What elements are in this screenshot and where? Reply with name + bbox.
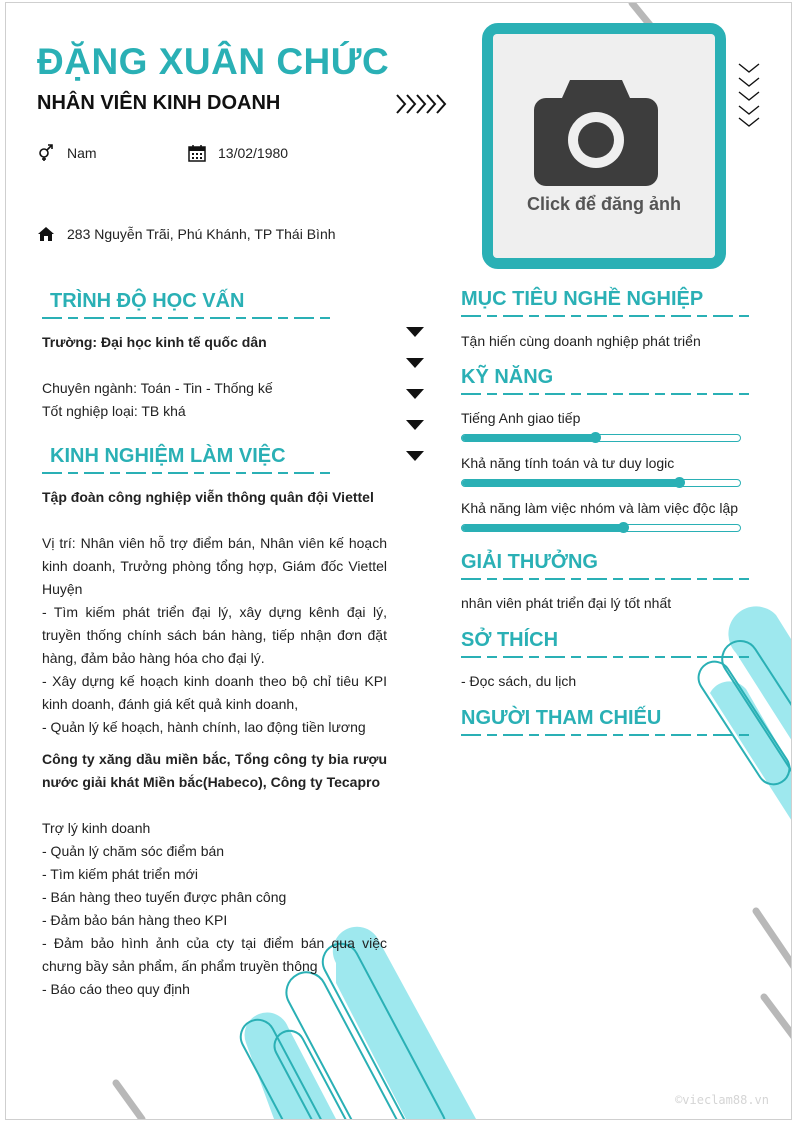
candidate-name: ĐẶNG XUÂN CHỨC — [37, 41, 390, 82]
watermark: ©vieclam88.vn — [675, 1093, 769, 1107]
gender-field — [37, 144, 97, 162]
hobbies-title: SỞ THÍCH — [461, 629, 559, 651]
job-line: - Tìm kiếm phát triển mới — [42, 866, 198, 882]
address-value: 283 Nguyễn Trãi, Phú Khánh, TP Thái Bình — [67, 226, 336, 242]
experience-divider — [42, 471, 334, 474]
references-title: NGƯỜI THAM CHIẾU — [461, 707, 662, 729]
birthday-value: 13/02/1980 — [218, 145, 289, 161]
job-line: Trợ lý kinh doanh — [42, 820, 151, 836]
skill-fill — [462, 435, 595, 441]
objective-text: Tận hiến cùng doanh nghiệp phát triển — [461, 333, 701, 349]
cv-page — [5, 2, 792, 1120]
awards-divider — [461, 577, 751, 580]
awards-text: nhân viên phát triển đại lý tốt nhất — [461, 595, 672, 611]
education-title: TRÌNH ĐỘ HỌC VẤN — [50, 290, 245, 312]
job-line: - Đảm bảo bán hàng theo KPI — [42, 912, 228, 928]
skill-label: Khả năng làm việc nhóm và làm việc độc lập — [461, 500, 739, 516]
teal-pills-right — [692, 606, 791, 843]
skill-label: Tiếng Anh giao tiếp — [461, 410, 581, 426]
education-grade: Tốt nghiệp loại: TB khá — [42, 403, 186, 419]
education-school: Trường: Đại học kinh tế quốc dân — [42, 334, 267, 350]
skill-handle — [674, 477, 685, 488]
job-line: - Đảm bảo hình ảnh của cty tại điểm bán qua việc chưng bầy sản phẩm, ấn phẩm truyền thông — [42, 935, 387, 974]
education-major: Chuyên ngành: Toán - Tin - Thống kế — [42, 380, 273, 396]
chevrons-right-icon — [395, 93, 449, 115]
home-icon — [37, 225, 55, 243]
camera-icon — [534, 76, 658, 186]
skill-label: Khả năng tính toán và tư duy logic — [461, 455, 675, 471]
gender-icon — [37, 144, 55, 162]
triangle-down-icon — [406, 389, 424, 399]
job-line: - Bán hàng theo tuyến được phân công — [42, 889, 287, 905]
hobbies-divider — [461, 655, 751, 658]
experience-job-1 — [42, 486, 387, 739]
skills-divider — [461, 392, 751, 395]
references-divider — [461, 733, 751, 736]
experience-title: KINH NGHIỆM LÀM VIỆC — [50, 445, 286, 467]
triangle-down-icon — [406, 327, 424, 337]
objective-title: MỤC TIÊU NGHỀ NGHIỆP — [461, 288, 704, 310]
photo-upload[interactable] — [482, 23, 726, 269]
skills-title: KỸ NĂNG — [461, 366, 554, 388]
gender-value: Nam — [67, 145, 97, 161]
job-line: - Tìm kiếm phát triển đại lý, xây dựng kênh đại lý, truyền thống chính sách bán hàng, tiếp nhận đơn đặt hàng, đảm bảo hàng hóa cho đại lý. — [42, 604, 387, 666]
address-field — [37, 225, 336, 243]
job-line: Vị trí: Nhân viên hỗ trợ điểm bán, Nhân viên kế hoạch kinh doanh, Trưởng phòng tổng hợp, Giám đốc Viettel Huyện — [42, 535, 387, 597]
skill-fill — [462, 525, 623, 531]
job-line: - Quản lý kế hoạch, hành chính, lao động tiền lương — [42, 719, 366, 735]
job-line: - Báo cáo theo quy định — [42, 981, 190, 997]
skill-fill — [462, 480, 679, 486]
chevrons-down-icon — [737, 61, 761, 129]
job-line: - Quản lý chăm sóc điểm bán — [42, 843, 225, 859]
company-name: Tập đoàn công nghiệp viễn thông quân đội Viettel — [42, 489, 374, 505]
triangle-down-icon — [406, 358, 424, 368]
job-line: - Xây dựng kế hoạch kinh doanh theo bộ chỉ tiêu KPI kinh doanh, đánh giá kết quả kinh doanh, — [42, 673, 387, 712]
skill-handle — [590, 432, 601, 443]
skill-bar — [461, 524, 741, 532]
awards-title: GIẢI THƯỞNG — [461, 551, 598, 573]
photo-placeholder — [493, 34, 715, 258]
calendar-icon — [188, 144, 206, 162]
photo-upload-label: Click để đăng ảnh — [526, 194, 682, 214]
skill-bar — [461, 434, 741, 442]
hobbies-text: - Đọc sách, du lịch — [461, 673, 577, 689]
objective-divider — [461, 314, 751, 317]
skill-bar — [461, 479, 741, 487]
company-name: Công ty xăng dầu miền bắc, Tổng công ty bia rượu nước giải khát Miền bắc(Habeco), Công ty Tecapro — [42, 751, 387, 790]
triangle-arrows — [406, 327, 424, 461]
experience-job-2 — [42, 748, 387, 1001]
triangle-down-icon — [406, 451, 424, 461]
education-divider — [42, 316, 334, 319]
triangle-down-icon — [406, 420, 424, 430]
skill-handle — [618, 522, 629, 533]
birthday-field — [188, 144, 288, 162]
job-title: NHÂN VIÊN KINH DOANH — [37, 92, 281, 114]
